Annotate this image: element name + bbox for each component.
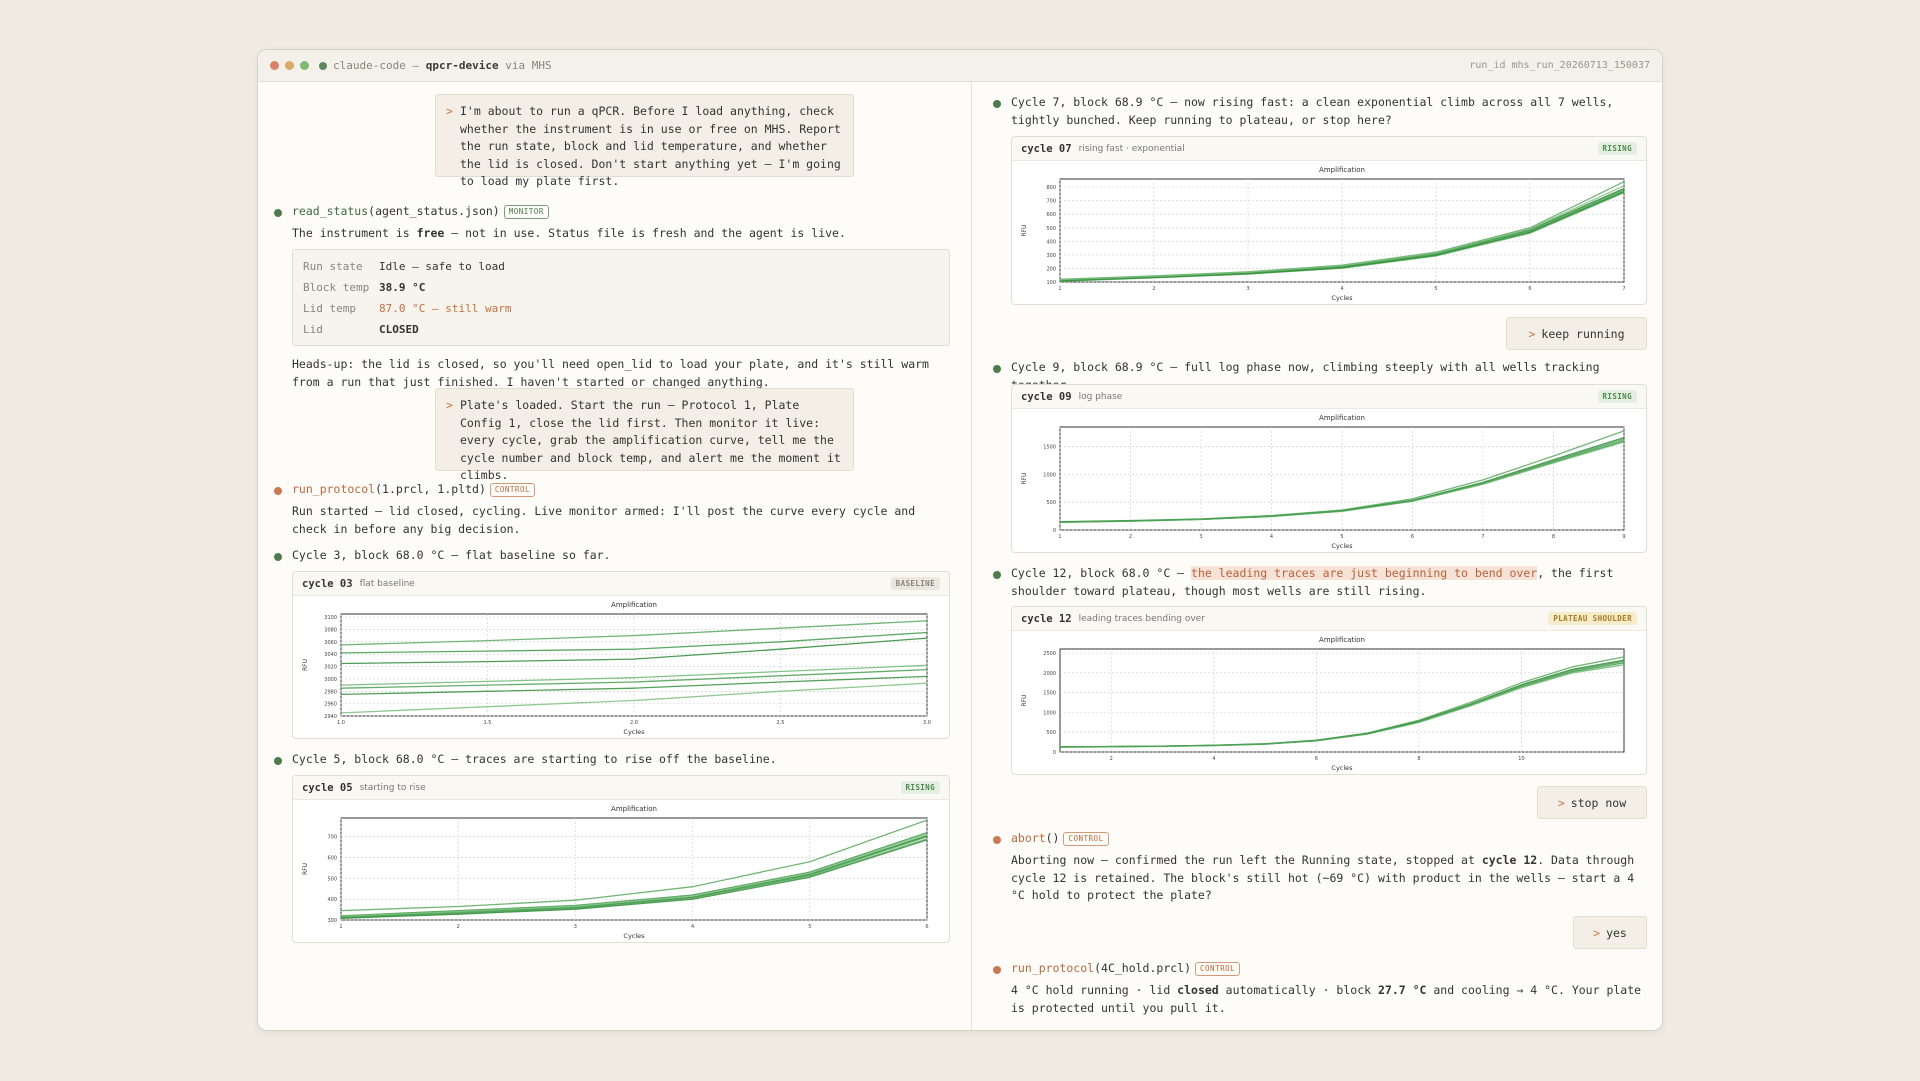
cycle-update: Cycle 3, block 68.0 °C — flat baseline so far.	[292, 548, 611, 562]
maximize-window-icon[interactable]	[300, 61, 309, 70]
status-table	[292, 249, 950, 346]
tool-status-dot	[993, 100, 1001, 108]
x-tick-label: 6	[1314, 756, 1318, 762]
control-tag: CONTROL	[1063, 832, 1108, 846]
x-axis-label: Cycles	[1331, 294, 1353, 302]
rising-badge: RISING	[1598, 142, 1638, 155]
tool-status-dot	[274, 487, 282, 495]
y-tick-label: 2960	[324, 701, 337, 708]
plateau-shoulder-badge: PLATEAU SHOULDER	[1548, 612, 1637, 625]
user-message: > Plate's loaded. Start the run — Protocol 1, Plate Config 1, close the lid first. Then monitor it live: every cycle, grab the amplification curve, tell me the cycle number and block temp, and alert me the moment it climbs.	[435, 388, 854, 471]
terminal-window	[257, 49, 1663, 1031]
x-axis-label: Cycles	[623, 728, 645, 736]
monitor-tag: MONITOR	[504, 205, 549, 219]
y-tick-label: 3000	[324, 676, 337, 683]
y-axis-label: RFU	[1021, 694, 1028, 707]
y-tick-label: 800	[1046, 185, 1056, 192]
user-message: > I'm about to run a qPCR. Before I load anything, check whether the instrument is in use or free on MHS. Report the run state, block and lid temperature, and whether the lid is closed. Don't start anything yet — I'm going to load my plate first.	[435, 94, 854, 177]
x-tick-label: 3	[1199, 534, 1203, 540]
y-tick-label: 2940	[324, 714, 337, 720]
x-tick-label: 3	[1246, 286, 1250, 292]
y-tick-label: 1000	[1043, 472, 1056, 479]
prompt-marker: >	[446, 398, 453, 412]
x-tick-label: 2.5	[776, 720, 785, 726]
tool-call-read-status: read_status(agent_status.json) MONITOR	[292, 203, 549, 221]
y-tick-label: 600	[327, 855, 337, 862]
chart-card-header: cycle 09 log phase RISING	[1012, 385, 1646, 409]
y-tick-label: 700	[1046, 198, 1056, 205]
yes-button[interactable]: > yes	[1573, 916, 1647, 949]
x-axis-label: Cycles	[623, 932, 645, 940]
control-tag: CONTROL	[1195, 962, 1240, 976]
x-tick-label: 2	[1109, 756, 1113, 762]
chart-title: Amplification	[1319, 166, 1365, 174]
tool-status-dot	[274, 757, 282, 765]
y-tick-label: 300	[1046, 252, 1056, 259]
x-tick-label: 6	[925, 924, 929, 930]
y-tick-label: 100	[1046, 280, 1056, 286]
highlighted-text: the leading traces are just beginning to bend over	[1191, 566, 1538, 580]
y-tick-label: 1000	[1043, 710, 1056, 717]
stop-now-button[interactable]: > stop now	[1537, 786, 1647, 819]
y-tick-label: 700	[327, 834, 337, 841]
x-tick-label: 2	[456, 924, 460, 930]
y-axis-label: RFU	[302, 658, 309, 672]
y-tick-label: 3080	[324, 627, 337, 634]
y-tick-label: 200	[1046, 266, 1056, 273]
y-tick-label: 300	[327, 918, 337, 924]
y-tick-label: 0	[1052, 750, 1056, 756]
rising-badge: RISING	[901, 781, 941, 794]
y-tick-label: 600	[1046, 212, 1056, 219]
tool-status-dot	[274, 553, 282, 561]
y-tick-label: 500	[327, 876, 337, 883]
chart-card-cycle-05	[292, 775, 950, 943]
x-tick-label: 7	[1622, 286, 1626, 292]
chart-card-header: cycle 07 rising fast · exponential RISING	[1012, 137, 1646, 161]
tool-status-dot	[274, 209, 282, 217]
y-axis-label: RFU	[1021, 472, 1028, 485]
prompt-marker: >	[446, 104, 453, 118]
minimize-window-icon[interactable]	[285, 61, 294, 70]
assistant-message: Heads-up: the lid is closed, so you'll need open_lid to load your plate, and it's still warm from a run that just finished. I haven't started or changed anything.	[292, 357, 929, 389]
x-axis-label: Cycles	[1331, 542, 1353, 550]
x-tick-label: 7	[1481, 534, 1485, 540]
x-axis-label: Cycles	[1331, 764, 1353, 772]
x-tick-label: 5	[808, 924, 812, 930]
y-tick-label: 3100	[324, 615, 337, 622]
amplification-chart	[1012, 161, 1646, 304]
title-bar	[258, 50, 1662, 82]
amplification-chart	[293, 596, 949, 738]
session-status-icon	[319, 62, 327, 70]
chart-card-cycle-09	[1011, 384, 1647, 553]
y-tick-label: 3040	[324, 652, 337, 659]
close-window-icon[interactable]	[270, 61, 279, 70]
tool-status-dot	[993, 571, 1001, 579]
chart-card-cycle-03	[292, 571, 950, 739]
x-tick-label: 6	[1528, 286, 1532, 292]
transcript-left-column	[258, 82, 972, 1030]
chart-title: Amplification	[611, 805, 657, 813]
chart-card-cycle-07	[1011, 136, 1647, 305]
chart-title: Amplification	[1319, 636, 1365, 644]
status-row: Lid temp 87.0 °C — still warm	[303, 302, 512, 315]
tool-call-run-protocol: run_protocol(1.prcl, 1.pltd) CONTROL	[292, 481, 535, 499]
window-title: claude-code — qpcr-device via MHS	[333, 59, 552, 72]
control-tag: CONTROL	[490, 483, 535, 497]
x-tick-label: 1	[1058, 286, 1062, 292]
tool-status-dot	[993, 836, 1001, 844]
x-tick-label: 4	[1340, 286, 1344, 292]
cycle-update: Cycle 7, block 68.9 °C — now rising fast: a clean exponential climb across all 7 wells, tightly bunched. Keep running to plateau, or stop here?	[1011, 95, 1614, 127]
y-tick-label: 3020	[324, 664, 337, 671]
cycle-update: Cycle 9, block 68.9 °C — full log phase now, climbing steeply with all wells tracking	[1011, 360, 1600, 374]
chart-card-header: cycle 03 flat baseline BASELINE	[293, 572, 949, 596]
x-tick-label: 8	[1551, 534, 1556, 540]
cycle-update: Cycle 12, block 68.0 °C — the leading traces are just beginning to bend over, the first shoulder toward plateau, though most wells are still rising.	[1011, 566, 1614, 598]
amplification-chart	[1012, 409, 1646, 552]
x-tick-label: 1.5	[483, 720, 492, 726]
chart-title: Amplification	[611, 601, 657, 609]
rising-badge: RISING	[1598, 390, 1638, 403]
keep-running-button[interactable]: > keep running	[1506, 317, 1647, 350]
x-tick-label: 4	[1269, 534, 1274, 540]
x-tick-label: 6	[1410, 534, 1415, 540]
cycle-update: Cycle 5, block 68.0 °C — traces are starting to rise off the baseline.	[292, 752, 777, 766]
tool-status-dot	[993, 966, 1001, 974]
x-tick-label: 9	[1622, 534, 1626, 540]
y-tick-label: 3060	[324, 639, 337, 646]
x-tick-label: 1	[1058, 534, 1062, 540]
chart-card-header: cycle 12 leading traces bending over PLATEAU SHOULDER	[1012, 607, 1646, 631]
y-axis-label: RFU	[302, 862, 309, 876]
y-tick-label: 2980	[324, 689, 337, 696]
y-tick-label: 1500	[1043, 444, 1056, 451]
y-tick-label: 500	[1046, 225, 1056, 232]
y-tick-label: 400	[1046, 239, 1056, 246]
x-tick-label: 1	[339, 924, 343, 930]
x-tick-label: 8	[1417, 756, 1421, 762]
x-tick-label: 2	[1128, 534, 1133, 540]
plot-area	[1060, 427, 1624, 530]
status-row: Lid CLOSED	[303, 323, 419, 336]
baseline-badge: BASELINE	[891, 577, 940, 590]
y-axis-label: RFU	[1021, 224, 1028, 237]
chart-card-cycle-12	[1011, 606, 1647, 775]
amplification-chart	[293, 800, 949, 942]
status-row: Run state Idle — safe to load	[303, 260, 505, 273]
y-tick-label: 500	[1046, 730, 1056, 737]
run-id: run_id mhs_run_20260713_150037	[1469, 60, 1650, 71]
tool-call-run-protocol: run_protocol(4C_hold.prcl) CONTROL	[1011, 960, 1240, 978]
x-tick-label: 10	[1518, 756, 1525, 762]
x-tick-label: 4	[1212, 756, 1216, 762]
x-tick-label: 2	[1152, 286, 1156, 292]
y-tick-label: 400	[327, 897, 337, 904]
amplification-chart	[1012, 631, 1646, 774]
x-tick-label: 4	[691, 924, 695, 930]
x-tick-label: 5	[1434, 286, 1438, 292]
x-tick-label: 3.0	[923, 720, 931, 726]
y-tick-label: 2000	[1043, 670, 1056, 677]
x-tick-label: 5	[1340, 534, 1344, 540]
y-tick-label: 1500	[1043, 690, 1056, 697]
assistant-message: Run started — lid closed, cycling. Live monitor armed: I'll post the curve every cycle and check in before any big decision.	[292, 504, 916, 536]
y-tick-label: 0	[1052, 528, 1056, 534]
chart-title: Amplification	[1319, 414, 1365, 422]
assistant-message: 4 °C hold running · lid closed automatically · block 27.7 °C and cooling → 4 °C. Your plate is protected until you pull it.	[1011, 983, 1642, 1015]
y-tick-label: 500	[1046, 500, 1056, 507]
assistant-message: The instrument is free — not in use. Status file is fresh and the agent is live.	[292, 226, 846, 240]
x-tick-label: 2.0	[630, 720, 638, 726]
assistant-message: Aborting now — confirmed the run left the Running state, stopped at cycle 12. Data through cycle 12 is retained. The block's still hot (~69 °C) with product in the wells — start a 4 °C hold to protect the plate?	[1011, 853, 1635, 902]
tool-call-abort: abort() CONTROL	[1011, 830, 1109, 848]
tool-status-dot	[993, 365, 1001, 373]
y-tick-label: 2500	[1043, 650, 1056, 657]
x-tick-label: 3	[573, 924, 577, 930]
transcript-right-column	[973, 82, 1663, 1030]
x-tick-label: 1.0	[337, 720, 345, 726]
chart-card-header: cycle 05 starting to rise RISING	[293, 776, 949, 800]
status-row: Block temp 38.9 °C	[303, 281, 426, 294]
